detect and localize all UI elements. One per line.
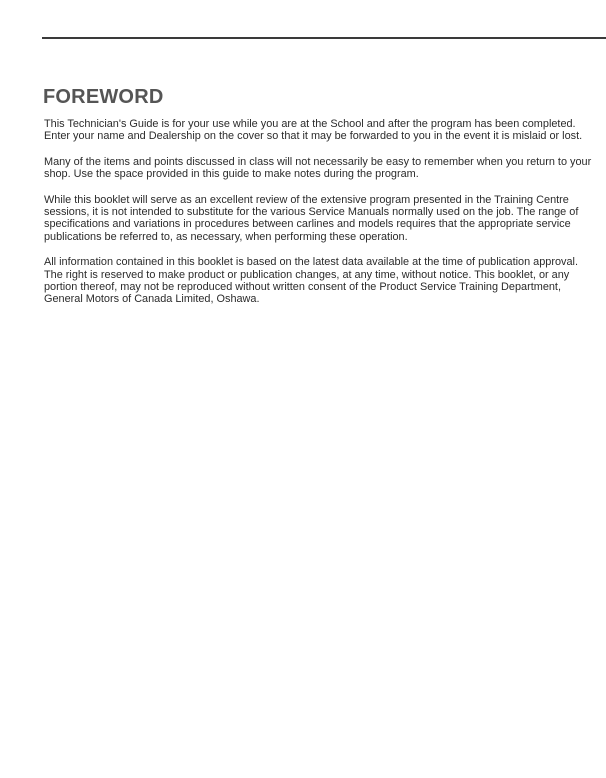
foreword-body bbox=[44, 118, 592, 319]
page-title: FOREWORD bbox=[43, 86, 164, 108]
header-rule bbox=[42, 37, 606, 39]
paragraph-review: While this booklet will serve as an excellent review of the extensive program presented in the Training Centre sessions, it is not intended to substitute for the various Service Manuals normally used on the job. The range of specifications and variations in procedures between carlines and models requires that the appropriate service publications be referred to, as necessary, when performing these operation. bbox=[44, 193, 579, 243]
paragraph-notes: Many of the items and points discussed in class will not necessarily be easy to remember when you return to your shop. Use the space provided in this guide to make notes during the program. bbox=[44, 155, 592, 181]
paragraph-disclaimer: All information contained in this booklet is based on the latest data available at the time of publication approval. The right is reserved to make product or publication changes, at any time, without notice. This booklet, or any portion thereof, may not be reproduced without written consent of the Product Service Training Department, General Motors of Canada Limited, Oshawa. bbox=[44, 256, 578, 306]
paragraph-usage: This Technician's Guide is for your use while you are at the School and after the program has been completed. Enter your name and Dealership on the cover so that it may be forwarded to you in the event it is mislaid or lost. bbox=[44, 118, 583, 143]
